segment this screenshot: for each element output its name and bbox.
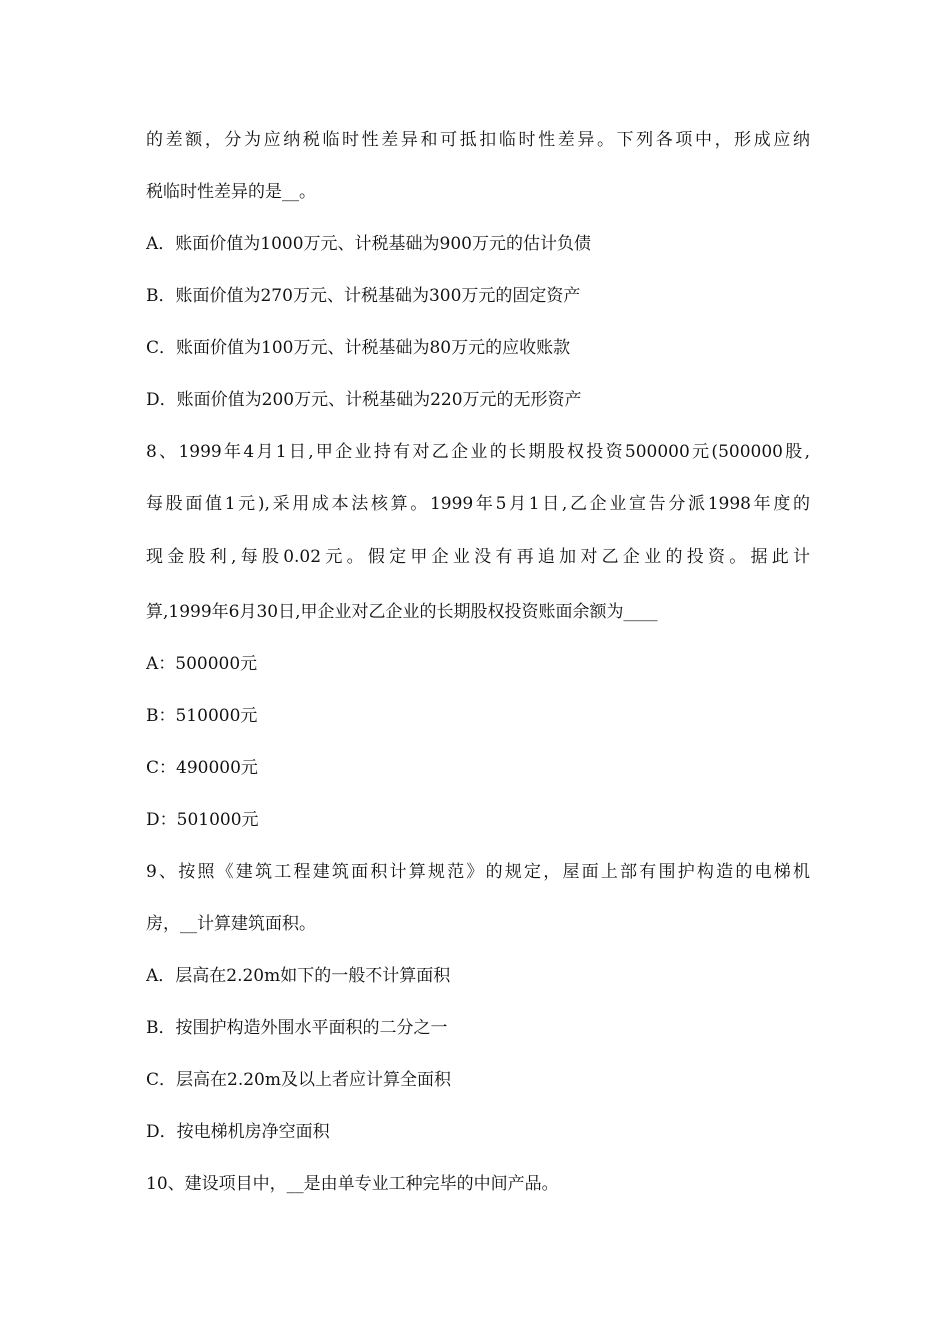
question-8-stem-line-3: 现金股利,每股0.02元。假定甲企业没有再追加对乙企业的投资。据此计 xyxy=(146,547,810,567)
question-8-option-c: C：490000元 xyxy=(146,758,258,778)
question-9-option-b: B．按围护构造外围水平面积的二分之一 xyxy=(146,1018,448,1038)
question-7-stem-line-1: 的差额，分为应纳税临时性差异和可抵扣临时性差异。下列各项中，形成应纳 xyxy=(146,130,810,150)
question-9-option-a: A．层高在2.20m如下的一般不计算面积 xyxy=(146,966,451,986)
question-7-option-a: A．账面价值为1000万元、计税基础为900万元的估计负债 xyxy=(146,234,591,254)
question-7-stem-line-2: 税临时性差异的是__。 xyxy=(146,182,316,202)
question-8-option-d: D：501000元 xyxy=(146,810,259,830)
question-8-stem-line-1: 8、1999年4月1日,甲企业持有对乙企业的长期股权投资500000元(500000股, xyxy=(146,442,810,462)
question-7-option-c: C．账面价值为100万元、计税基础为80万元的应收账款 xyxy=(146,338,571,358)
question-9-option-c: C．层高在2.20m及以上者应计算全面积 xyxy=(146,1070,451,1090)
question-9-stem-line-1: 9、按照《建筑工程建筑面积计算规范》的规定，屋面上部有围护构造的电梯机 xyxy=(146,862,810,882)
question-9-option-d: D．按电梯机房净空面积 xyxy=(146,1122,330,1142)
question-7-option-b: B．账面价值为270万元、计税基础为300万元的固定资产 xyxy=(146,286,581,306)
question-7-option-d: D．账面价值为200万元、计税基础为220万元的无形资产 xyxy=(146,390,582,410)
question-8-option-b: B：510000元 xyxy=(146,706,258,726)
question-9-stem-line-2: 房，__计算建筑面积。 xyxy=(146,914,316,934)
question-8-stem-line-2: 每股面值1元),采用成本法核算。1999年5月1日,乙企业宣告分派1998年度的 xyxy=(146,494,810,514)
question-8-stem-line-4: 算,1999年6月30日,甲企业对乙企业的长期股权投资账面余额为____ xyxy=(146,602,658,622)
question-10-stem: 10、建设项目中，__是由单专业工种完毕的中间产品。 xyxy=(146,1174,559,1194)
question-8-option-a: A：500000元 xyxy=(146,654,258,674)
